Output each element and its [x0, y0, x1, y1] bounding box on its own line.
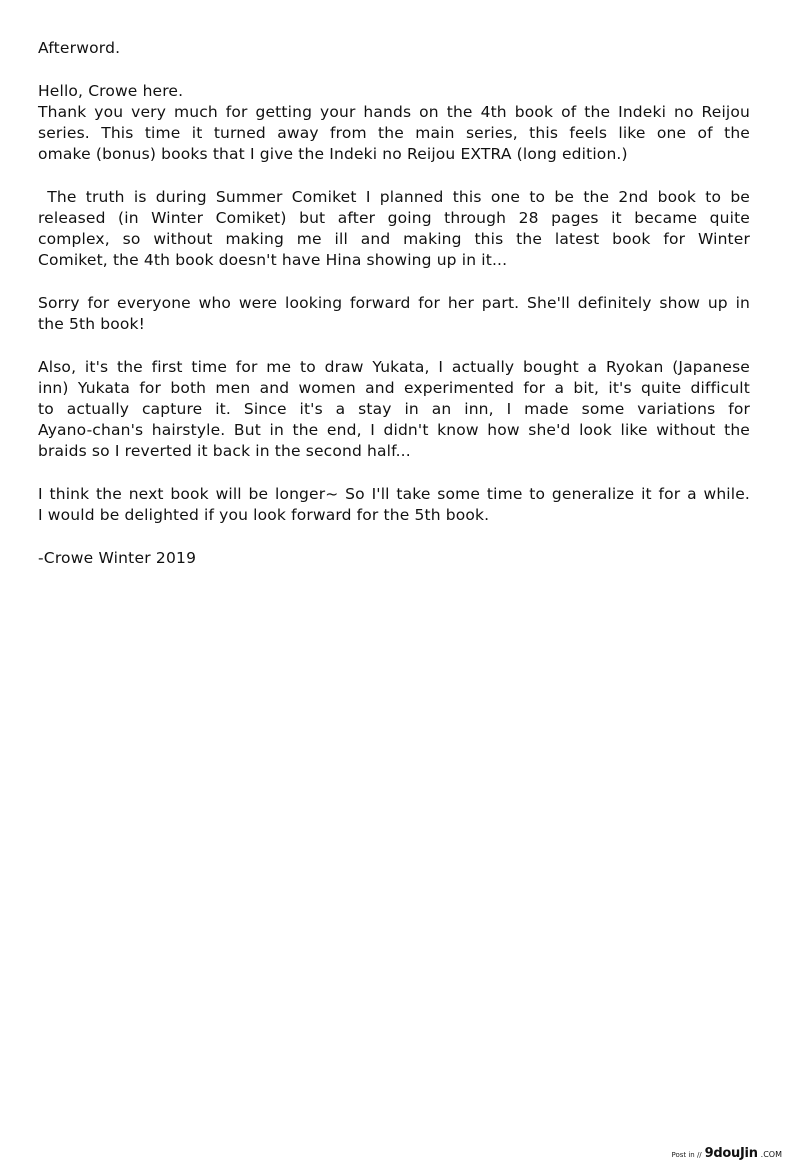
text-line: omake (bonus) books that I give the Indeki no Reijou EXTRA (long edition.) [38, 145, 628, 163]
watermark-tld: .COM [760, 1150, 782, 1159]
text-line: Also, it's the first time for me to draw Yukata, I actually bought a Ryokan (Japanese [38, 358, 750, 376]
text-line: Ayano-chan's hairstyle. But in the end, I didn't know how she'd look like without the [38, 421, 750, 439]
afterword-heading: Afterword. [38, 39, 121, 57]
text-line: I would be delighted if you look forward for the 5th book. [38, 506, 490, 524]
site-watermark [671, 1146, 782, 1161]
text-line: to actually capture it. Since it's a stay in an inn, I made some variations for [38, 400, 750, 418]
text-line: series. This time it turned away from the main series, this feels like one of the [38, 124, 750, 142]
text-line: released (in Winter Comiket) but after going through 28 pages it became quite [38, 209, 750, 227]
watermark-prefix: Post in // [671, 1151, 702, 1159]
text-line: inn) Yukata for both men and women and experimented for a bit, it's quite difficult [38, 379, 750, 397]
paragraph-next-book [38, 484, 750, 526]
text-line: Sorry for everyone who were looking forward for her part. She'll definitely show up in [38, 294, 750, 312]
greeting-line [38, 81, 750, 102]
text-line: braids so I reverted it back in the second half... [38, 442, 411, 460]
paragraph-apology [38, 293, 750, 335]
paragraph-yukata [38, 357, 750, 462]
text-line: Thank you very much for getting your hands on the 4th book of the Indeki no Reijou [38, 103, 750, 121]
watermark-brand: 9douJin [704, 1146, 758, 1161]
greeting-text: Hello, Crowe here. [38, 82, 184, 100]
text-line: I think the next book will be longer~ So I'll take some time to generalize it for a while. [38, 485, 750, 503]
text-line: the 5th book! [38, 315, 145, 333]
author-signature: -Crowe Winter 2019 [38, 549, 197, 567]
afterword-page [38, 38, 750, 569]
paragraph-comiket [38, 187, 750, 271]
text-line: complex, so without making me ill and making this the latest book for Winter [38, 230, 750, 248]
text-line: The truth is during Summer Comiket I planned this one to be the 2nd book to be [38, 188, 750, 206]
paragraph-thanks [38, 102, 750, 165]
text-line: Comiket, the 4th book doesn't have Hina showing up in it... [38, 251, 508, 269]
